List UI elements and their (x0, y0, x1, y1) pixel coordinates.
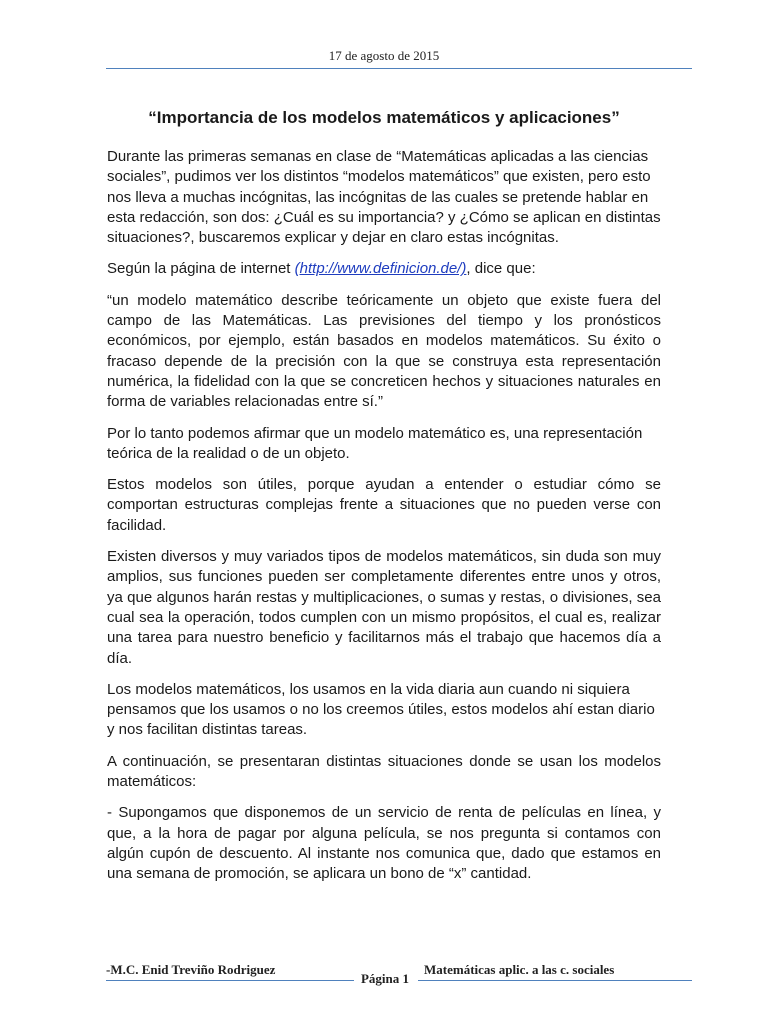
header-date: 17 de agosto de 2015 (328, 48, 440, 63)
paragraph-quote: “un modelo matemático describe teóricamente un objeto que existe fuera del campo de las Matemáticas. Las previsiones del tiempo y los pronósticos económicos, por ejemplo, están basados en modelos matemáticos. Su éxito o fracaso depende de la precisión con la que se construya esta representación numérica, la fidelidad con la que se concreticen hechos y situaciones naturales en forma de variables relacionadas entre sí.” (107, 291, 661, 411)
source-prefix: Según la página de internet (107, 260, 295, 278)
source-suffix: , dice que: (466, 260, 536, 278)
footer-course: Matemáticas aplic. a las c. sociales (424, 962, 615, 977)
document-title: “Importancia de los modelos matemáticos y aplicaciones” (148, 108, 620, 127)
paragraph-types: Existen diversos y muy variados tipos de modelos matemáticos, sin duda son muy amplios, sus funciones pueden ser completamente diferentes entre unos y otros, ya que algunos harán restas y multiplicaciones, o sumas y restas, o divisiones, sea cual sea la operación, todos cumplen con un mismo propósitos, el cual es, realizar una tarea para nuestro beneficio y facilitarnos más el trabajo que hacemos día a día. (107, 548, 661, 667)
paragraph-source (107, 259, 661, 279)
footer-divider-left (106, 980, 354, 981)
source-link[interactable]: (http://www.definicion.de/) (294, 260, 467, 278)
paragraph-situations-intro: A continuación, se presentaran distintas situaciones donde se usan los modelos matemáticos: (107, 752, 661, 791)
footer-divider-right (418, 980, 692, 981)
paragraph-conclusion: Por lo tanto podemos afirmar que un modelo matemático es, una representación teórica de la realidad o de un objeto. (107, 424, 643, 462)
paragraph-usefulness: Estos modelos son útiles, porque ayudan a entender o estudiar cómo se comportan estructuras complejas frente a situaciones que no pueden verse con facilidad. (107, 476, 661, 534)
paragraph-example-rental: - Supongamos que disponemos de un servicio de renta de películas en línea, y que, a la hora de pagar por alguna película, se nos pregunta si contamos con algún cupón de descuento. Al instante nos comunica que, dado que estamos en una semana de promoción, se aplicara un bono de “x” cantidad. (107, 804, 661, 883)
header-divider (106, 68, 692, 69)
footer-page-number: Página 1 (360, 971, 410, 986)
footer-author: -M.C. Enid Treviño Rodriguez (106, 962, 276, 977)
document-body (107, 147, 661, 896)
paragraph-daily-use: Los modelos matemáticos, los usamos en la vida diaria aun cuando ni siquiera pensamos que los usamos o no los creemos útiles, estos modelos ahí estan diario y nos facilitan distintas tareas. (107, 680, 655, 739)
paragraph-intro: Durante las primeras semanas en clase de “Matemáticas aplicadas a las ciencias sociales”, pudimos ver los distintos “modelos matemáticos” que existen, pero esto nos lleva a muchas incógnitas, las incógnitas de las cuales se pretende hablar en esta redacción, son dos: ¿Cuál es su importancia? y ¿Cómo se aplican en distintas situaciones?, buscaremos explicar y dejar en claro estas incógnitas. (107, 148, 661, 247)
